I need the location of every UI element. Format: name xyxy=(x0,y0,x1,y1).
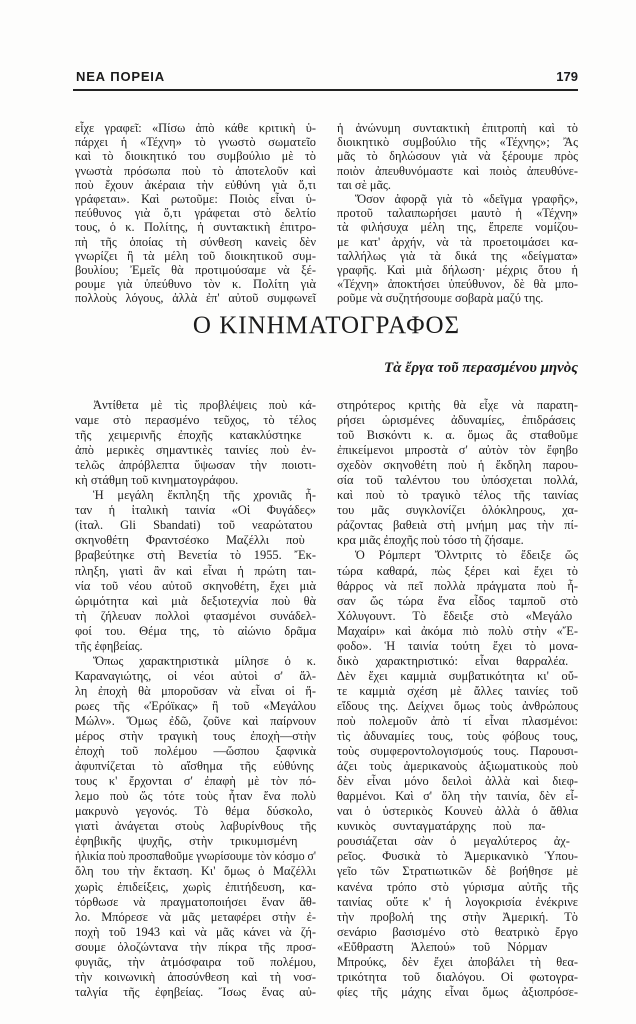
text-line: Δὲν ἔχει καμμιὰ συμβατικότητα κι' οὔ- xyxy=(337,668,578,683)
text-line: στηρότερος κριτὴς θὰ εἶχε νὰ παρατη- xyxy=(337,398,578,412)
text-line: εἶχε γραφεῖ: «Πίσω ἀπὸ κάθε κριτικὴ ὑ- xyxy=(75,121,316,135)
text-line: τους κ' ἔρχονται σ' ἐπαφὴ μὲ τὸν πό- xyxy=(75,774,316,789)
text-line: εἴδους της. Δείχνει ὅμως τοὺς ἀνθρώπους xyxy=(337,698,578,713)
paragraph xyxy=(337,398,578,548)
text-line: ἀφυπνίζεται τὸ αἴσθημα τῆς εὐθύνης xyxy=(75,759,314,774)
text-line: Ὅσον ἀφορᾷ γιὰ τὸ «δεῖγμα γραφῆς», xyxy=(355,191,578,206)
text-line: γεῖο τῶν Στρατιωτικῶν δὲ βοήθησε μὲ xyxy=(337,864,578,879)
paragraph xyxy=(337,192,578,306)
text-line: ταν ἡ ἰταλικὴ ταινία «Οἱ Φυγάδες» xyxy=(75,503,316,518)
text-line: μᾶς τὸ δηλώσουν γιὰ νὰ ξέρουμε πρὸς xyxy=(337,149,578,164)
text-line: βουλίου; Ἐμεῖς θὰ προτιμούσαμε νὰ ξέ- xyxy=(75,262,316,277)
text-line: ποιὸν ἀπευθυνόμαστε καὶ ποιὸς ἀπευθύνε- xyxy=(337,163,578,178)
text-line: ἡλικία ποὺ προσπαθοῦμε γνωρίσουμε τὸν κόσμο σ' xyxy=(75,849,316,864)
magazine-name: ΝΕΑ ΠΟΡΕΙΑ xyxy=(76,69,165,84)
text-line: τελῶς ἀπρόβλεπτα ὕψωσαν τὴν ποιοτι- xyxy=(75,458,316,473)
text-line: ράζοντας βαθειὰ στὴ μνήμη μας τὴν πί- xyxy=(337,518,578,533)
text-line: άζει τοὺς ἀμερικανοὺς ἀξιωματικοὺς ποὺ xyxy=(337,759,578,774)
text-line: τὴ ζήλευαν πολλοὶ φτασμένοι συνάδελ- xyxy=(75,608,316,623)
text-line: ὡριμότητα καὶ μιὰ δεξιοτεχνία ποὺ θὰ xyxy=(75,593,316,608)
text-line: πολλοὺς λόγους, ἀλλὰ ἐπ' αὐτοῦ συμφωνεῖ xyxy=(75,291,316,306)
text-line: Ὁ Ρόμπερτ Ὄλντριτς τὸ ἔδειξε ὥς xyxy=(355,548,578,563)
text-line: τῆς ἐφηβείας. xyxy=(75,638,143,653)
text-line: ποχὴ τοῦ 1943 καὶ νὰ μᾶς κάνει νὰ ζή- xyxy=(75,924,316,939)
text-line: Ἀντίθετα μὲ τὶς προβλέψεις ποὺ κά- xyxy=(93,398,316,412)
text-line: ροῦμε νὰ συζητήσουμε σοβαρὰ μαζύ της. xyxy=(337,291,544,306)
text-line: ἐφηβικῆς ψυχῆς, στὴν τρικυμισμένη xyxy=(75,834,298,849)
text-line: φοδο». Ἡ ταινία τούτη ἔχει τὸ μονα- xyxy=(337,638,578,653)
text-line: ὅλη του τὴν ἔκταση. Κι' ὅμως ὁ Μαζέλλι xyxy=(75,864,316,879)
text-line: καὶ ποὺ τὸ τραγικὸ τέλος τῆς ταινίας xyxy=(337,488,578,503)
text-line: Μπρούκς, δὲν ἔχει ἀποβάλει τὴ θεα- xyxy=(337,954,578,969)
paragraph xyxy=(75,654,316,1000)
text-line: ρουμε γιὰ ὑπεύθυνο τὸν κ. Πολίτη γιὰ xyxy=(75,277,316,292)
text-line: τὴν προβολή της στὴν Ἀμερική. Τὸ xyxy=(337,909,578,924)
text-line: καὶ τὸ διοικητικό του συμβούλιο μὲ τὸ xyxy=(75,149,316,164)
text-line: σουμε ὁλοζώντανα τὴν πίκρα τῆς προσ- xyxy=(75,939,316,954)
text-line: ἐπικείμενοι μπροστὰ σ' αὐτὸν τὸν ἔφηβο xyxy=(337,443,578,458)
text-line: διοικητικὸ συμβούλιο τῆς «Τέχνης»; Ἂς xyxy=(337,135,578,150)
text-line: μέρος στὴν τραγικὴ τους ἐποχὴ—στὴν xyxy=(75,729,316,744)
text-line: ἀπὸ μερικὲς σημαντικὲς ταινίες ποὺ ἐν- xyxy=(75,443,316,458)
previous-article-left-column xyxy=(75,121,316,305)
text-line: κρα μιᾶς ἐποχῆς ποὺ τόσο τὴ ζήσαμε. xyxy=(337,533,524,548)
paragraph xyxy=(337,548,578,999)
text-line: σχεδὸν σκηνοθέτη ποὺ ἡ ἔκδηλη παρου- xyxy=(337,458,578,473)
text-line: θαρμένοι. Καὶ σ' ὅλη τὴν ταινία, δὲν εἶ- xyxy=(337,789,578,804)
text-line: λη ἐποχὴ θὰ μποροῦσαν νὰ εἶναι οἱ ἥ- xyxy=(75,683,316,698)
text-line: σενάριο βασισμένο στὸ θεατρικὸ ἔργο xyxy=(337,924,578,939)
text-line: κανένα τρόπο στὸ γύρισμα αὐτῆς τῆς xyxy=(337,879,578,894)
text-line: μακρυνὸ γεγονός. Τὸ θέμα δύσκολο, xyxy=(75,804,313,819)
text-line: ποὺ πολεμοῦν ἀπὸ τί εἶναι πλασμένοι: xyxy=(337,713,578,728)
paragraph xyxy=(75,121,316,305)
article-left-column xyxy=(75,398,316,1000)
text-line: γνωστὰ πρόσωπα ποὺ τὸ ἀποτελοῦν καὶ xyxy=(75,163,316,178)
text-line: ρεῖος. Φυσικὰ τὸ Ἀμερικανικὸ Ὑπου- xyxy=(337,849,578,864)
paragraph xyxy=(337,121,578,192)
text-line: Μαχαίρι» καὶ ἀκόμα πιὸ πολὺ στὴν «Ἔ- xyxy=(337,623,578,638)
text-line: ἐποχὴ τοῦ πολέμου —ὥσπου ξαφνικὰ xyxy=(75,744,316,759)
text-line: βραβεύτηκε στὴ Βενετία τὸ 1955. Ἔκ- xyxy=(75,548,316,563)
text-line: με κατ' ἀρχήν, νὰ τὰ προετοιμάσει κα- xyxy=(337,234,578,249)
text-line: τώρα καθαρά, πὼς ξέρει καὶ ἔχει τὸ xyxy=(337,563,578,578)
text-line: ρουσιάζεται σὰν ὁ μεγαλύτερος ἀχ- xyxy=(337,834,570,849)
text-line: του μᾶς συγκλονίζει ὁλόκληρους, χα- xyxy=(337,503,578,518)
text-line: «Τέχνη» ἀποκτήσει ὑπεύθυνον, δὲ θὰ μπο- xyxy=(337,277,578,292)
text-line: σαν ὥς τώρα ἕνα εἶδος ταμποῦ στὸ xyxy=(337,593,578,608)
text-line: ταινίας οὔτε κ' ἡ λογοκρισία ἐνέκρινε xyxy=(337,894,578,909)
text-line: προτοῦ ταλαιπωρήσει μαυτὸ ἡ «Τέχνη» xyxy=(337,206,578,221)
text-line: φοί του. Θέμα της, τὸ αἰώνιο δρᾶμα xyxy=(75,623,316,638)
text-line: λεμο ποὺ ὥς τότε τοὺς ἦταν ἕνα πολὺ xyxy=(75,789,316,804)
text-line: τοῦ Βισκόντι κ. α. ὅμως ἂς σταθοῦμε xyxy=(337,428,578,443)
text-line: ναι ὁ ὑστερικὸς Κουνεὺ ἀλλὰ ὁ ἄθλια xyxy=(337,804,578,819)
text-line: τὶς ἀδυναμίες τους, τοὺς φόβους τους, xyxy=(337,729,578,744)
text-line: «Εὔθραστη Ἀλεπού» τοῦ Νόρμαν xyxy=(337,939,548,954)
text-line: ταλγία τῆς ἐφηβείας. Ἴσως ἕνας αὐ- xyxy=(75,984,316,999)
paragraph xyxy=(75,488,316,654)
paragraph xyxy=(75,398,316,488)
text-line: τόρθωσε νὰ πραγματοποιήσει ἕναν ἄθ- xyxy=(75,894,316,909)
text-line: ποὺ ἔχουν ἀκέραια τὴν εὐθύνη γιὰ ὅ,τι xyxy=(75,177,316,192)
text-line: ρωες τῆς «Ἐρόϊκας» ἢ τοῦ «Μεγάλου xyxy=(75,698,316,713)
header-rule xyxy=(73,89,578,91)
text-line: δὲν εἶναι μόνο δειλοὶ ἀλλὰ καὶ διεφ- xyxy=(337,774,578,789)
text-line: σία τοῦ ταλέντου του ὑπόσχεται πολλά, xyxy=(337,473,578,488)
text-line: γράφεται». Καὶ ρωτοῦμε: Ποιὸς εἶναι ὑ- xyxy=(75,191,316,206)
text-line: τοὺς συμφεροντολογισμούς τους. Παρουσι- xyxy=(337,744,578,759)
text-line: Χόλυγουντ. Τὸ ἔδειξε στὸ «Μεγάλο xyxy=(337,608,573,623)
text-line: τῆς χειμερινῆς ἐποχῆς κατακλύστηκε xyxy=(75,428,302,443)
previous-article-right-column xyxy=(337,121,578,305)
text-line: τους, ὁ κ. Πολίτης, ἡ συντακτικὴ ἐπιτρο- xyxy=(75,220,316,235)
text-line: σκηνοθέτη Φραντσέσκο Μαζέλλι ποὺ xyxy=(75,533,305,548)
text-line: Μώλν». Ὅμως ἐδῶ, ζοῦνε καὶ παίρνουν xyxy=(75,713,316,728)
text-line: κὴ στάθμη τοῦ κινηματογράφου. xyxy=(75,473,239,488)
text-line: ταλλήλως γιὰ τὰ δικά της «δείγματα» xyxy=(337,248,578,263)
text-line: χωρὶς ἐπιδείξεις, χωρὶς ἐπιτήδευση, κα- xyxy=(75,879,316,894)
text-line: φίες τῆς μάχης εἶναι ὅμως ἀξιοπρόσε- xyxy=(337,984,578,999)
text-line: τρικότητα τοῦ διαλόγου. Οἱ φωτογρα- xyxy=(337,969,578,984)
text-line: δικὸ χαρακτηριστικό: εἶναι θαρραλέα. xyxy=(337,653,569,668)
article-right-column xyxy=(337,398,578,1000)
text-line: ρήσει ὡρισμένες ἀδυναμίες, ἐπιδράσεις xyxy=(337,413,576,428)
text-line: πεύθυνος γιὰ ὅ,τι γράφεται στὸ δελτίο xyxy=(75,206,316,221)
article-title: Ο ΚΙΝΗΜΑΤΟΓΡΑΦΟΣ xyxy=(192,312,461,339)
text-line: Ἡ μεγάλη ἔκπληξη τῆς χρονιᾶς ἦ- xyxy=(93,488,316,503)
text-line: (ἰταλ. Gli Sbandati) τοῦ νεαρώτατου xyxy=(75,518,313,533)
article-subtitle: Τὰ ἔργα τοῦ περασμένου μηνὸς xyxy=(383,360,578,376)
text-line: γνωρίζει ἢ τὰ μέλη τοῦ διοικητικοῦ συμ- xyxy=(75,248,316,263)
text-line: νία τοῦ νέου αὐτοῦ σκηνοθέτη, ἔχει μιὰ xyxy=(75,578,316,593)
text-line: γραφῆς. Καὶ μιὰ δήλωση· μέχρις ὅτου ἡ xyxy=(337,262,578,277)
text-line: Καραναγιώτης, οἱ νέοι αὐτοὶ σ' ἄλ- xyxy=(75,668,316,683)
text-line: πάρχει ἡ «Τέχνη» τὸ γνωστὸ σωματεῖο xyxy=(75,135,316,150)
text-line: γιατὶ ἀνάγεται στοὺς λαβυρίνθους τῆς xyxy=(75,819,316,834)
running-header xyxy=(76,68,578,86)
text-line: τὰ φιλήσυχα μέλη της, ἔπρεπε νομίζου- xyxy=(337,220,578,235)
text-line: πληξη, γιατὶ ἂν καὶ εἶναι ἡ πρώτη ται- xyxy=(75,563,316,578)
text-line: ται σὲ μᾶς. xyxy=(337,177,392,192)
page-number: 179 xyxy=(556,69,578,84)
text-line: τε καμμιὰ σχέση μὲ ἄλλες ταινίες τοῦ xyxy=(337,683,578,698)
text-line: λο. Μπόρεσε νὰ μᾶς μεταφέρει στὴν ἐ- xyxy=(75,909,316,924)
text-line: Ὅπως χαρακτηριστικὰ μίλησε ὁ κ. xyxy=(93,653,316,668)
text-line: ἡ ἀνώνυμη συντακτικὴ ἐπιτροπὴ καὶ τὸ xyxy=(337,121,578,135)
text-line: κυνικὸς συνταγματάρχης ποὺ πα- xyxy=(337,819,546,834)
text-line: πὴ τῆς ὁποίας τὴ σύνθεση κανεὶς δὲν xyxy=(75,234,316,249)
text-line: τὴν κοινωνικὴ ἀποσύνθεση καὶ τὴ νοσ- xyxy=(75,969,316,984)
text-line: ναμε στὸ περασμένο τεῦχος, τὸ τέλος xyxy=(75,413,316,428)
text-line: θάρρος νὰ πεῖ πολλὰ πράγματα ποὺ ἦ- xyxy=(337,578,578,593)
text-line: φυγιᾶς, τὴν ἀτμόσφαιρα τοῦ πολέμου, xyxy=(75,954,316,969)
